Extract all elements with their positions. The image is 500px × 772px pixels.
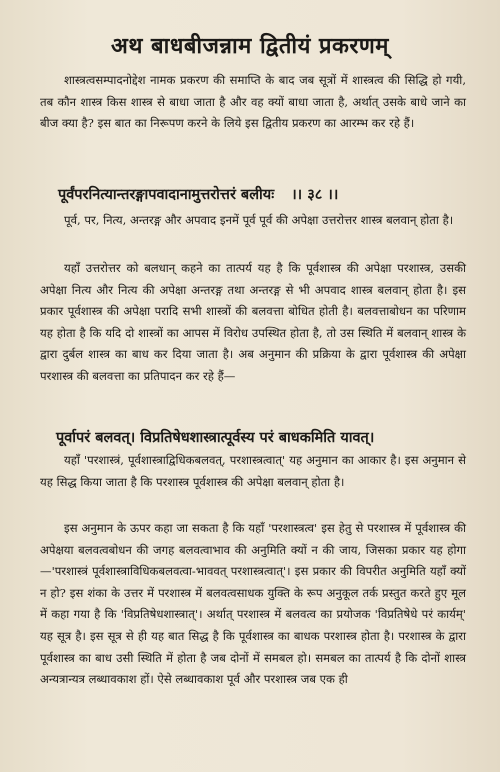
sutra-38 [58, 185, 470, 205]
commentary-line: पूर्वापरं बलवत्। विप्रतिषेधशास्त्रात्पूर्वस्य परं बाधकमिति यावत्। [56, 429, 375, 446]
inference-paragraph: यहाँ 'परशास्त्रं, पूर्वशास्त्राद्विधिकबलवत्, परशास्त्रत्वात्' यह अनुमान का आकार है। इस अनुमान से यह सिद्ध किया जाता है कि परशास्त्र पूर्वशास्त्र की अपेक्षा बलवान् होता है। [40, 453, 466, 489]
chapter-heading: अथ बाधबीजन्नाम द्वितीयं प्रकरणम् [111, 33, 389, 59]
sutra-meaning-paragraph: पूर्व, पर, नित्य, अन्तरङ्ग और अपवाद इनमें पूर्व पूर्व की अपेक्षा उत्तरोत्तर शास्त्र बलवान् होता है। [64, 213, 454, 227]
objection-paragraph: इस अनुमान के ऊपर कहा जा सकता है कि यहाँ 'परशास्त्रत्व' इस हेतु से परशास्त्र में पूर्वशास्त्र की अपेक्षया बलवत्वबोधन की जगह बलवत्वाभाव की अनुमिति क्यों न की जाय, जिसका प्रकार यह होगा—'परशास्त्रं पूर्वशास्त्राविधिकबलवत्वा-भाववत् परशास्त्रत्वात्'। इस प्रकार की विपरीत अनुमिति यहाँ क्यों न हो? इस शंका के उत्तर में परशास्त्र में बलवत्वसाधक युक्ति के रूप अनुकूल तर्क प्रस्तुत करते हुए मूल में कहा गया है कि 'विप्रतिषेधशास्त्रात्'। अर्थात् परशास्त्र में बलवत्व का प्रयोजक 'विप्रतिषेधे परं कार्यम्' यह सूत्र है। इस सूत्र से ही यह बात सिद्ध है कि पूर्वशास्त्र का बाधक परशास्त्र होता है। परशास्त्र के द्वारा पूर्वशास्त्र का बाध उसी स्थिति में होता है जब दोनों में समबल हो। समबल का तात्पर्य है कि दोनों शास्त्र अन्यत्रान्यत्र लब्धावकाश हों। ऐसे लब्धावकाश पूर्व और परशास्त्र जब एक ही [40, 521, 466, 687]
sutra-38-text: पूर्वंपरनित्यान्तरङ्गापवादानामुत्तरोत्तरं बलीयः [58, 186, 275, 203]
explanation-paragraph: यहाँ उत्तरोत्तर को बलधान् कहने का तात्पर्य यह है कि पूर्वशास्त्र की अपेक्षा परशास्त्र, उसकी अपेक्षा नित्य और नित्य की अपेक्षा अन्तरङ्ग तथा अन्तरङ्ग से भी अपवाद शास्त्र बलवान् होता है। इस प्रकार पूर्वशास्त्र की अपेक्षा परादि सभी शास्त्रों की बलवत्ता बोधित होती है। बलवत्ताबोधन का परिणाम यह होता है कि यदि दो शास्त्रों का आपस में विरोध उपस्थित होता है, तो उस स्थिति में बलवान् शास्त्र के द्वारा दुर्बल शास्त्र का बाध कर दिया जाता है। अब अनुमान की प्रक्रिया के द्वारा पूर्वशास्त्र की अपेक्षा परशास्त्र की बलवत्ता का प्रतिपादन कर रहे हैं— [40, 261, 466, 383]
intro-paragraph: शास्त्रत्वसम्पादनोद्देश नामक प्रकरण की समाप्ति के बाद जब सूत्रों में शास्त्रत्व की सिद्धि हो गयी, तब कौन शास्त्र किस शास्त्र से बाधा जाता है और वह क्यों बाधा जाता है, अर्थात् उसके बाधे जाने का बीज क्या है? इस बात का निरूपण करने के लिये इस द्वितीय प्रकरण का आरम्भ कर रहे हैं। [40, 73, 466, 131]
sutra-38-number: ।। ३८ ।। [291, 186, 339, 203]
